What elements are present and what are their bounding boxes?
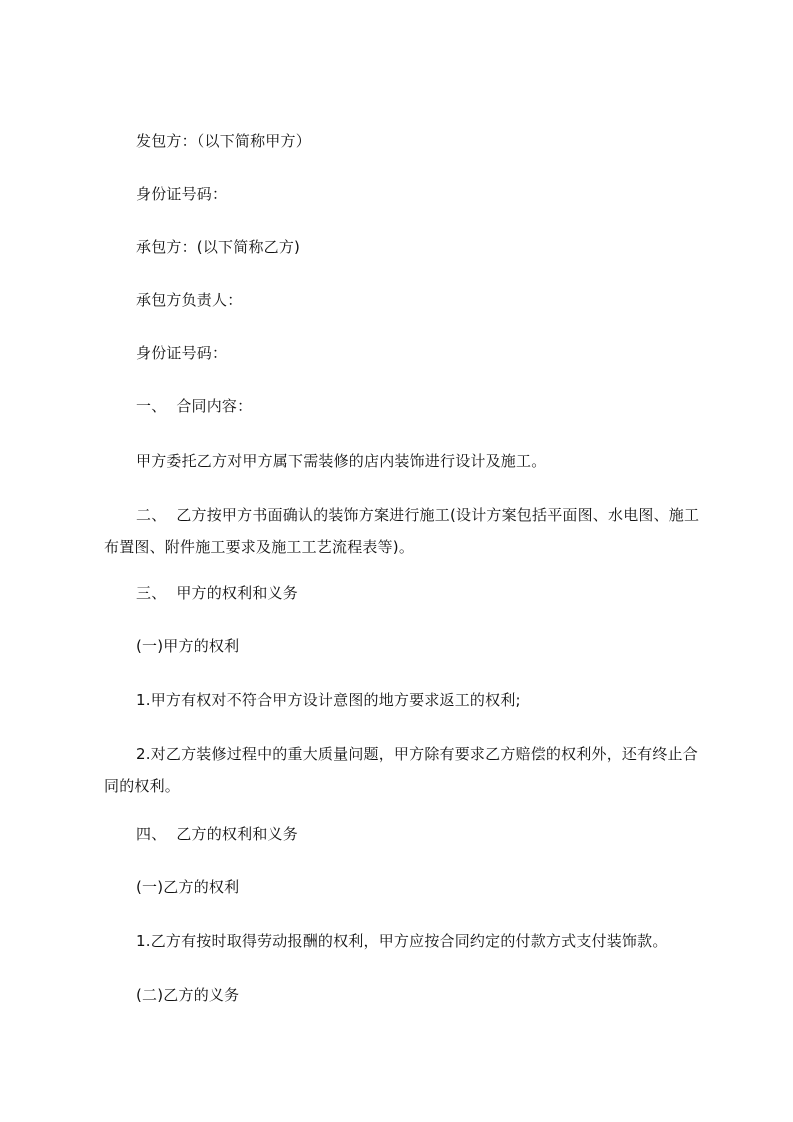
- section3-item-1: 1.甲方有权对不符合甲方设计意图的地方要求返工的权利;: [136, 691, 521, 709]
- party-a-id-line: 身份证号码：: [136, 185, 228, 203]
- section3-subheading-rights: (一)甲方的权利: [136, 637, 240, 655]
- party-b-id-line: 身份证号码：: [136, 344, 228, 362]
- section4-subheading-duties: (二)乙方的义务: [136, 986, 240, 1004]
- section1-title: 一、 合同内容：: [136, 397, 253, 415]
- party-b-line: 承包方：(以下简称乙方): [136, 238, 301, 256]
- section3-title: 三、 甲方的权利和义务: [136, 584, 298, 602]
- section2-paragraph: 二、 乙方按甲方书面确认的装饰方案进行施工(设计方案包括平面图、水电图、施工布置图、附件施工要求及施工工艺流程表等)。: [104, 506, 700, 556]
- party-a-line: 发包方：（以下简称甲方）: [136, 132, 311, 150]
- party-b-leader-line: 承包方负责人：: [136, 291, 243, 309]
- section4-subheading-rights: (一)乙方的权利: [136, 878, 240, 896]
- section1-body: 甲方委托乙方对甲方属下需装修的店内装饰进行设计及施工。: [136, 452, 547, 470]
- section3-item-2: 2.对乙方装修过程中的重大质量问题，甲方除有要求乙方赔偿的权利外，还有终止合同的权利。: [104, 745, 698, 795]
- section4-item-1: 1.乙方有按时取得劳动报酬的权利，甲方应按合同约定的付款方式支付装饰款。: [136, 932, 668, 950]
- section4-title: 四、 乙方的权利和义务: [136, 825, 298, 843]
